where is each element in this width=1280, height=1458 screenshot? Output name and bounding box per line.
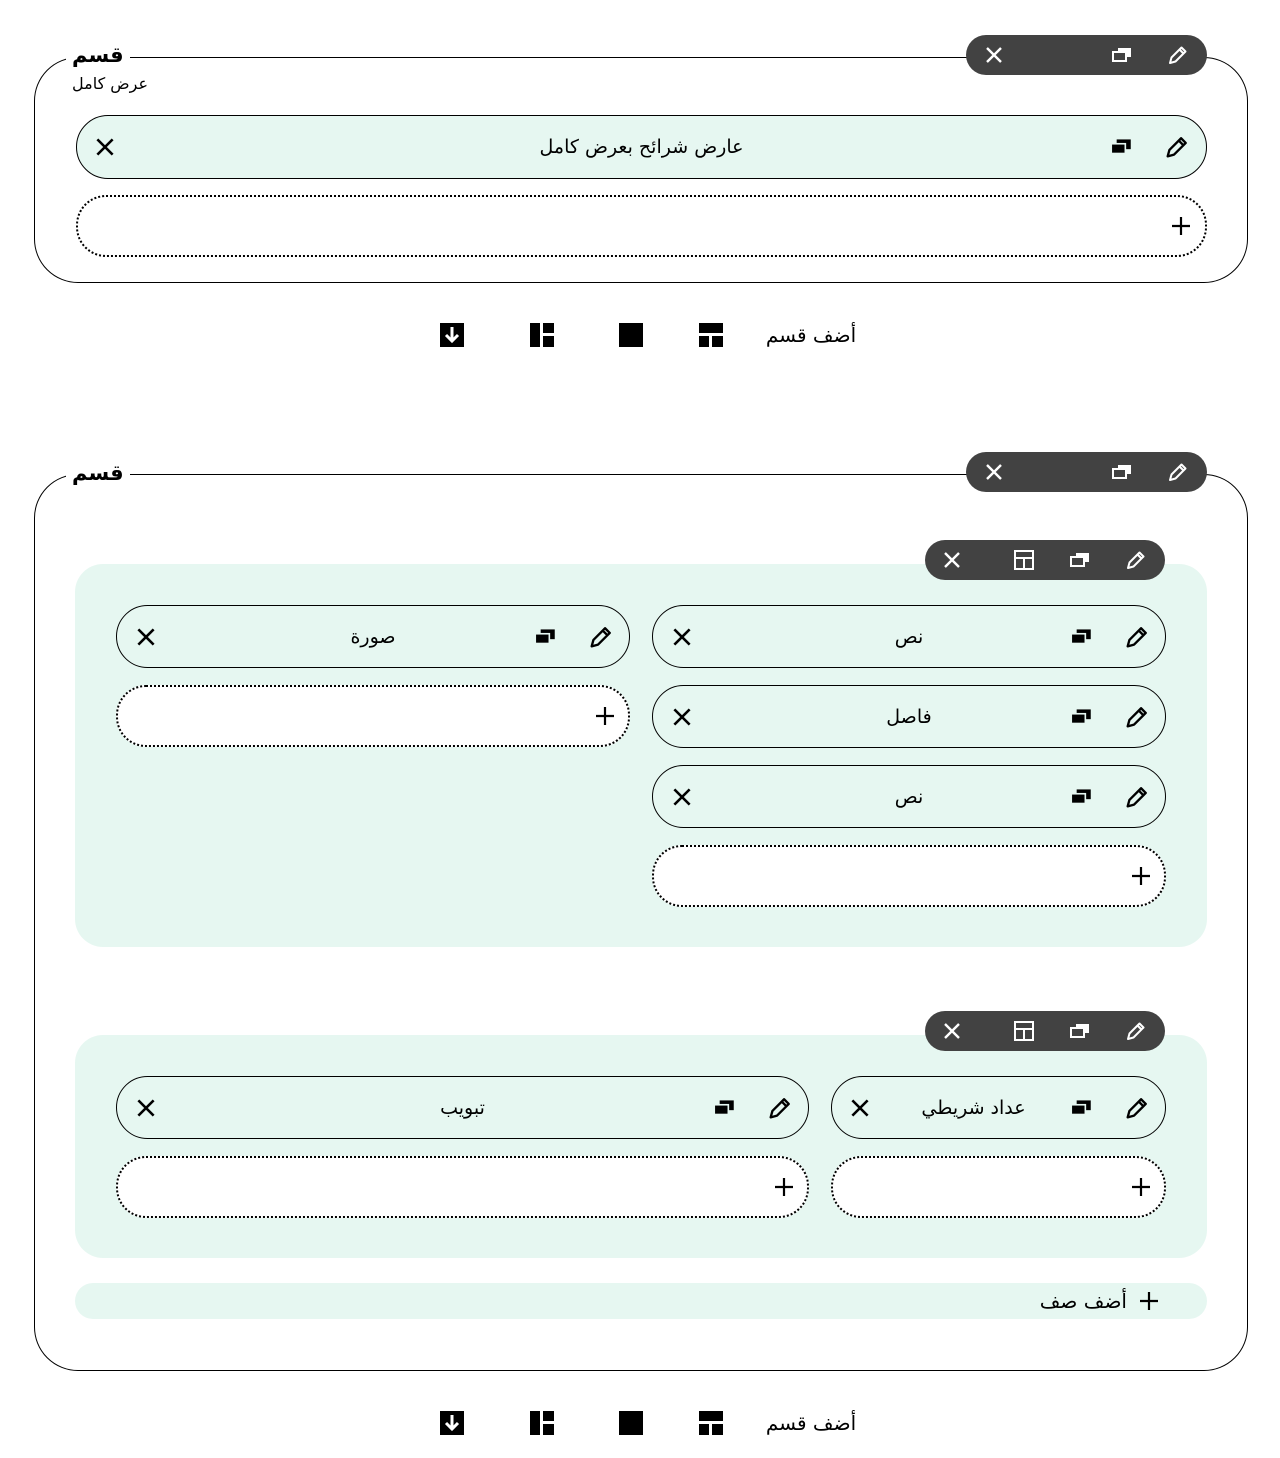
- layout-columns-icon[interactable]: [529, 1410, 555, 1436]
- close-icon[interactable]: [134, 1096, 158, 1120]
- add-element-dropzone[interactable]: [831, 1156, 1166, 1218]
- add-section-label[interactable]: أضف قسم: [765, 1411, 857, 1435]
- element-label: نص: [894, 625, 924, 648]
- duplicate-icon[interactable]: [1110, 43, 1134, 67]
- pencil-icon[interactable]: [766, 1094, 794, 1122]
- add-element-dropzone[interactable]: [76, 195, 1207, 257]
- layout-columns-icon[interactable]: [529, 322, 555, 348]
- row-1-toolbar: [925, 540, 1165, 580]
- row-layout-icon[interactable]: [1013, 1020, 1035, 1042]
- add-row-label: أضف صف: [1039, 1289, 1127, 1313]
- pencil-icon[interactable]: [1124, 548, 1148, 572]
- element-slider[interactable]: [76, 115, 1207, 179]
- add-row-button[interactable]: [75, 1283, 1207, 1319]
- add-element-dropzone[interactable]: [116, 1156, 809, 1218]
- plus-icon[interactable]: [1129, 864, 1153, 888]
- pencil-icon[interactable]: [1123, 703, 1151, 731]
- pencil-icon[interactable]: [587, 623, 615, 651]
- row-2: [75, 1035, 1207, 1258]
- element-label: عارض شرائح بعرض كامل: [539, 136, 744, 158]
- element-label: تبويب: [440, 1096, 485, 1119]
- add-element-dropzone[interactable]: [116, 685, 630, 747]
- layout-two-rows-icon[interactable]: [698, 1410, 724, 1436]
- pencil-icon[interactable]: [1166, 460, 1190, 484]
- element-progress-bar[interactable]: [831, 1076, 1166, 1139]
- section-2-toolbar: [966, 452, 1207, 492]
- close-icon[interactable]: [983, 461, 1005, 483]
- layout-single-icon[interactable]: [618, 322, 644, 348]
- element-text[interactable]: [652, 605, 1166, 668]
- element-label: نص: [894, 785, 924, 808]
- close-icon[interactable]: [670, 625, 694, 649]
- close-icon[interactable]: [670, 785, 694, 809]
- element-label: صورة: [350, 625, 396, 648]
- import-icon[interactable]: [439, 322, 465, 348]
- element-label: فاصل: [886, 705, 932, 728]
- duplicate-icon[interactable]: [1110, 460, 1134, 484]
- element-image[interactable]: [116, 605, 630, 668]
- close-icon[interactable]: [134, 625, 158, 649]
- plus-icon: [1137, 1289, 1161, 1313]
- element-label: عداد شريطي: [921, 1096, 1026, 1119]
- duplicate-icon[interactable]: [1108, 134, 1134, 160]
- section-2-title: قسم: [66, 461, 130, 485]
- duplicate-icon[interactable]: [1068, 1095, 1094, 1121]
- close-icon[interactable]: [670, 705, 694, 729]
- element-divider[interactable]: [652, 685, 1166, 748]
- add-section-bar: [420, 1406, 880, 1440]
- section-1-toolbar: [966, 35, 1207, 75]
- close-icon[interactable]: [983, 44, 1005, 66]
- element-tabs[interactable]: [116, 1076, 809, 1139]
- plus-icon[interactable]: [1169, 214, 1193, 238]
- import-icon[interactable]: [439, 1410, 465, 1436]
- element-text[interactable]: [652, 765, 1166, 828]
- plus-icon[interactable]: [772, 1175, 796, 1199]
- section-1-subtitle: عرض كامل: [72, 74, 148, 93]
- add-section-bar: [420, 318, 880, 352]
- row-2-toolbar: [925, 1011, 1165, 1051]
- close-icon[interactable]: [93, 135, 117, 159]
- add-element-dropzone[interactable]: [652, 845, 1166, 907]
- duplicate-icon[interactable]: [1068, 1019, 1092, 1043]
- section-1-title: قسم: [66, 43, 130, 67]
- pencil-icon[interactable]: [1124, 1019, 1148, 1043]
- duplicate-icon[interactable]: [1068, 548, 1092, 572]
- plus-icon[interactable]: [593, 704, 617, 728]
- pencil-icon[interactable]: [1123, 1094, 1151, 1122]
- layout-single-icon[interactable]: [618, 1410, 644, 1436]
- plus-icon[interactable]: [1129, 1175, 1153, 1199]
- layout-two-rows-icon[interactable]: [698, 322, 724, 348]
- close-icon[interactable]: [848, 1096, 872, 1120]
- pencil-icon[interactable]: [1123, 783, 1151, 811]
- close-icon[interactable]: [941, 549, 963, 571]
- pencil-icon[interactable]: [1163, 133, 1191, 161]
- add-section-label[interactable]: أضف قسم: [765, 323, 857, 347]
- row-layout-icon[interactable]: [1013, 549, 1035, 571]
- pencil-icon[interactable]: [1166, 43, 1190, 67]
- close-icon[interactable]: [941, 1020, 963, 1042]
- pencil-icon[interactable]: [1123, 623, 1151, 651]
